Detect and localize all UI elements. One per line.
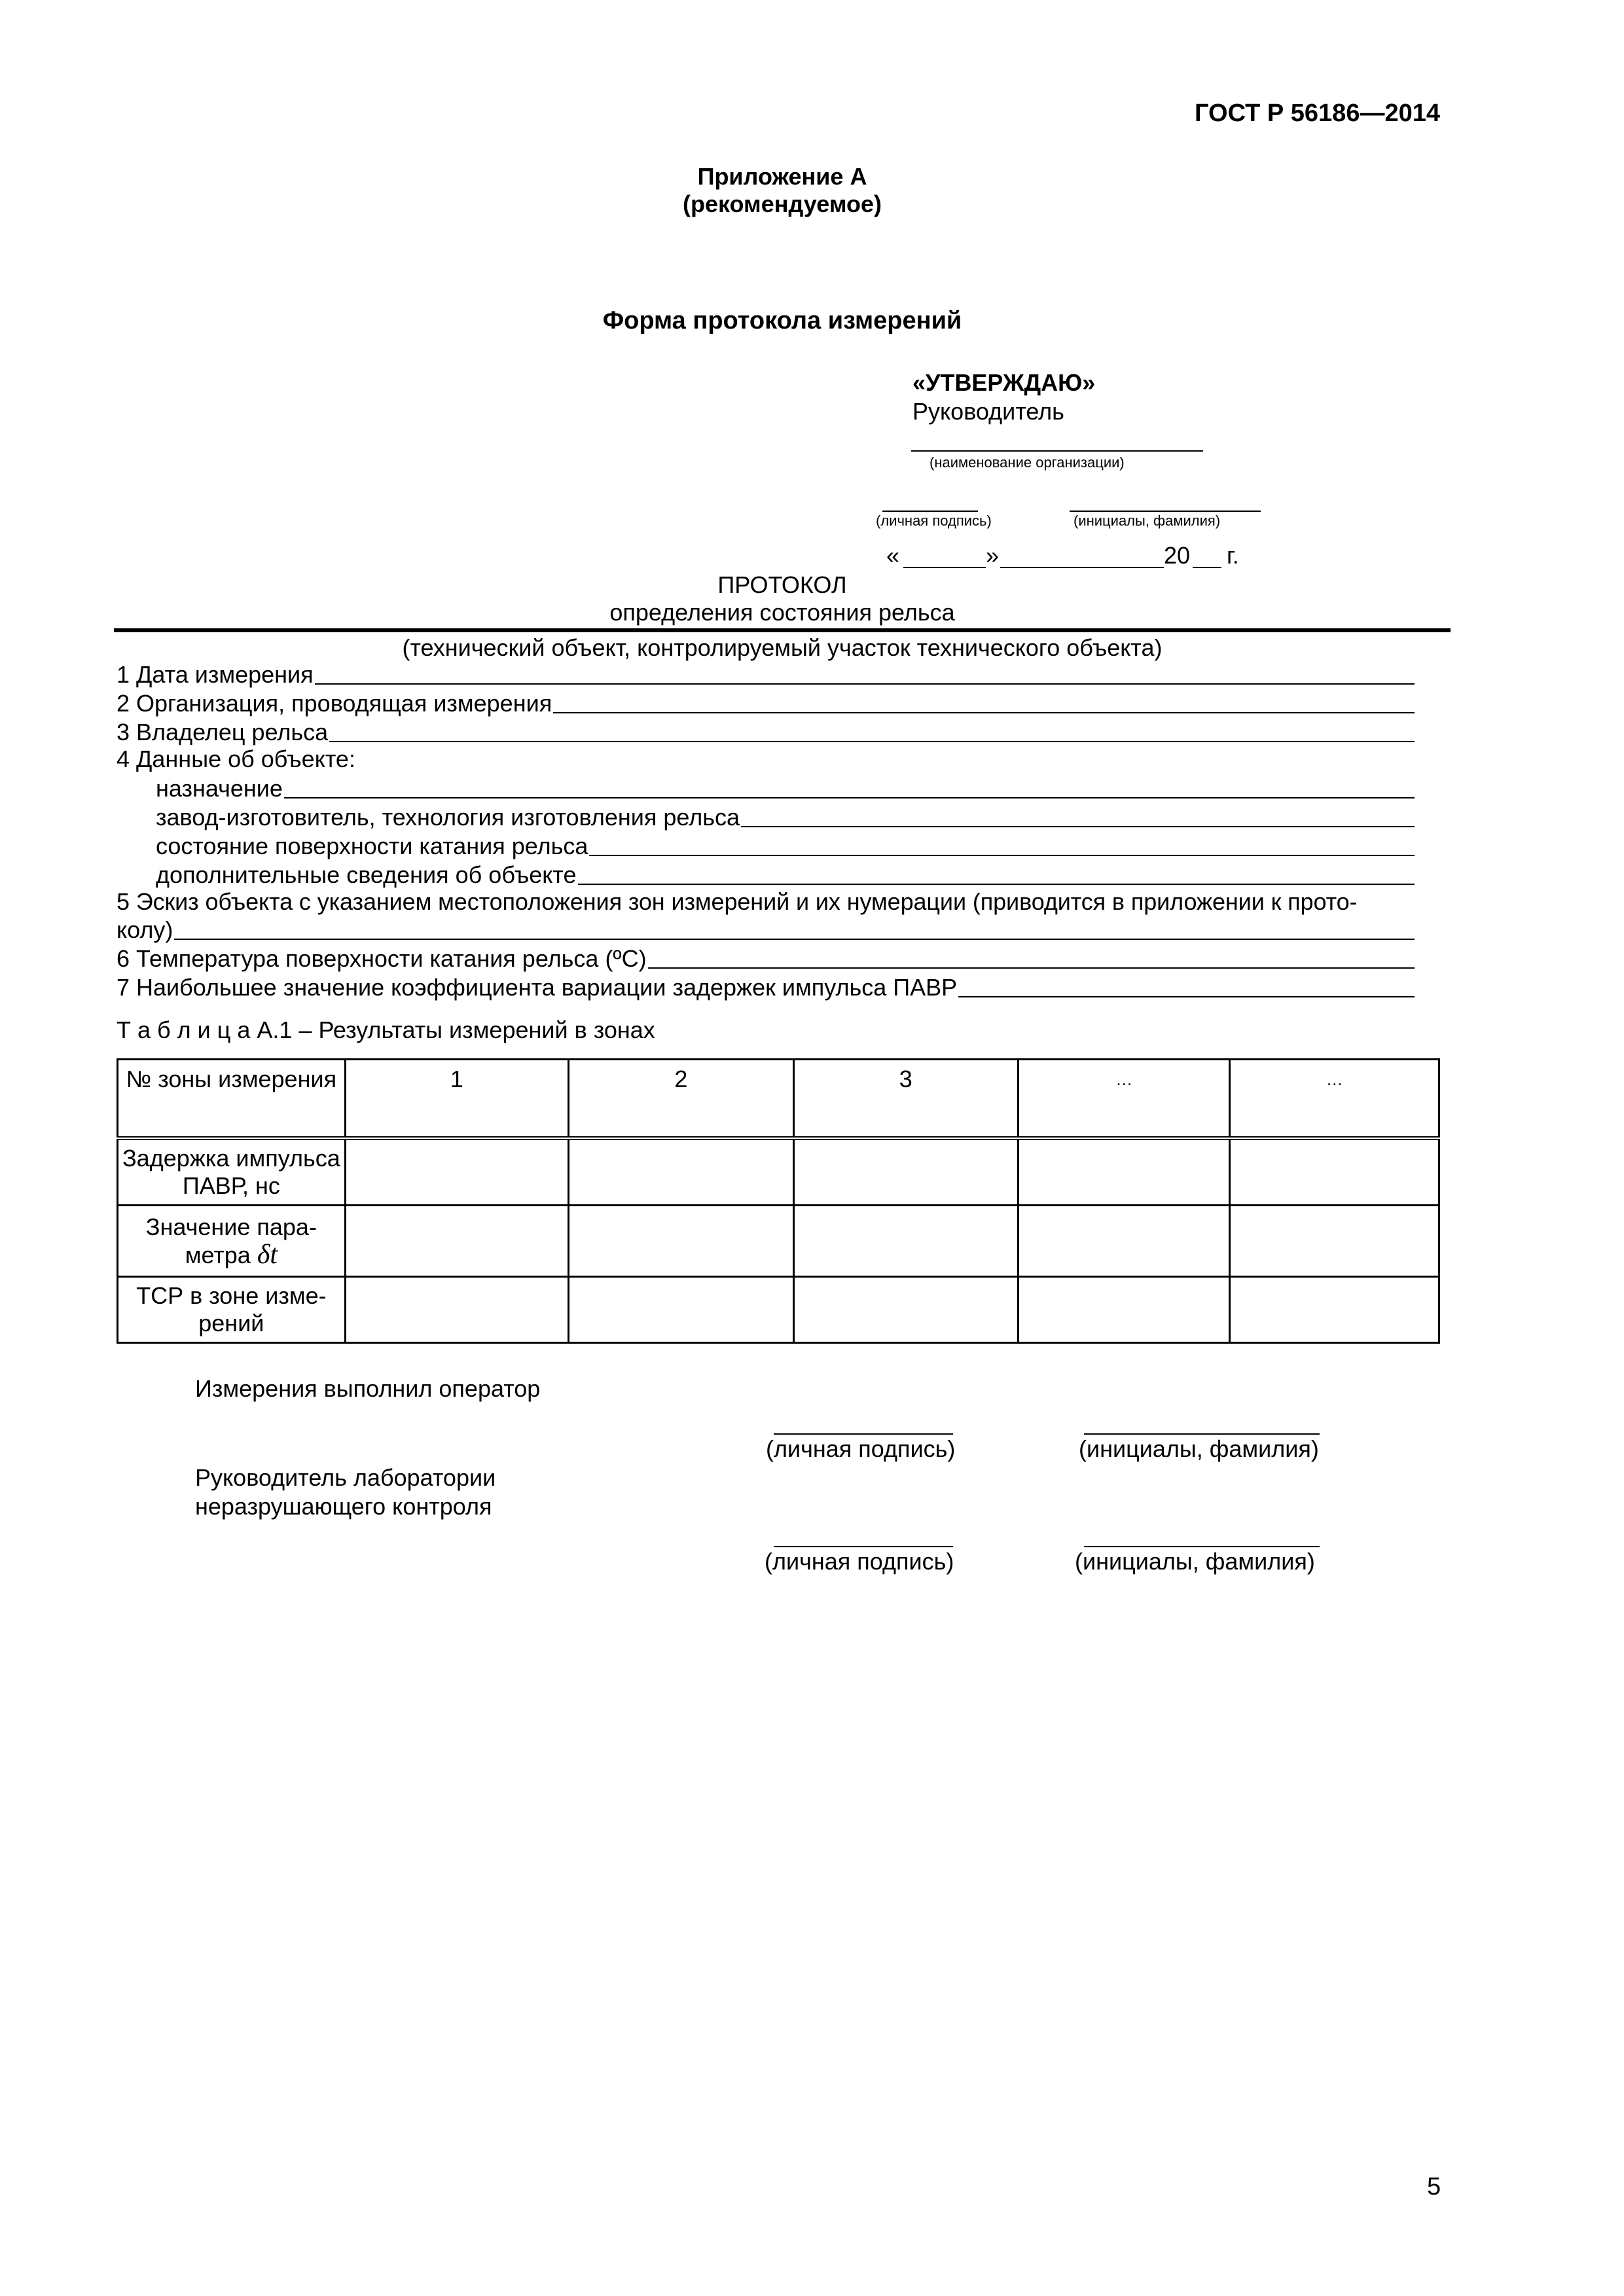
lab-head-signature-caption: (личная подпись) — [765, 1548, 954, 1575]
delta-t-symbol: δt — [257, 1239, 278, 1270]
fill-line[interactable] — [589, 855, 1415, 856]
approval-initials-line[interactable] — [1070, 511, 1261, 512]
fill-line[interactable] — [329, 741, 1415, 742]
form-title: Форма протокола измерений — [602, 307, 962, 334]
fill-line[interactable] — [958, 996, 1415, 997]
row-label: Значение пара-метра — [145, 1213, 317, 1268]
data-cell[interactable] — [1230, 1277, 1439, 1343]
field-label: 1 Дата измерения — [117, 661, 314, 688]
field-label: завод-изготовитель, технология изготовления рельса — [156, 804, 740, 831]
page-number: 5 — [1427, 2173, 1441, 2200]
lab-head-label-line1: Руководитель лаборатории — [195, 1464, 496, 1491]
date-month-line[interactable] — [1000, 567, 1164, 568]
data-cell[interactable] — [1018, 1277, 1229, 1343]
org-name-line[interactable] — [911, 450, 1203, 452]
protocol-title: ПРОТОКОЛ — [717, 571, 847, 598]
field-label: дополнительные сведения об объекте — [156, 861, 577, 888]
data-cell[interactable] — [1230, 1206, 1439, 1277]
fill-line[interactable] — [578, 884, 1415, 885]
field-purpose — [156, 774, 1424, 802]
field-label: состояние поверхности катания рельса — [156, 833, 588, 859]
data-cell[interactable] — [793, 1206, 1018, 1277]
fill-line[interactable] — [284, 797, 1415, 798]
lab-head-label-line2: неразрушающего контроля — [195, 1493, 492, 1520]
field-object-data-heading: 4 Данные об объекте: — [117, 745, 355, 772]
document-code: ГОСТ Р 56186—2014 — [1195, 99, 1440, 127]
data-cell[interactable] — [345, 1138, 568, 1206]
lab-head-initials-caption: (инициалы, фамилия) — [1075, 1548, 1315, 1575]
field-temperature — [117, 944, 1424, 973]
header-cell: … — [1018, 1060, 1229, 1139]
row-label: ТСР в зоне изме-рений — [118, 1277, 346, 1343]
field-organization — [117, 689, 1424, 717]
field-label: 2 Организация, проводящая измерения — [117, 690, 552, 717]
table-caption: Т а б л и ц а А.1 – Результаты измерений в зонах — [117, 1016, 655, 1043]
field-label: назначение — [156, 775, 283, 802]
field-label: колу) — [117, 916, 173, 943]
data-cell[interactable] — [793, 1277, 1018, 1343]
date-year-line[interactable] — [1193, 567, 1221, 568]
data-cell[interactable] — [1018, 1138, 1229, 1206]
protocol-object-caption: (технический объект, контролируемый участок технического объекта) — [402, 634, 1163, 661]
date-open-quote: « — [886, 542, 900, 569]
operator-signature-caption: (личная подпись) — [766, 1435, 956, 1462]
field-variation-coefficient — [117, 973, 1424, 1001]
data-cell[interactable] — [793, 1138, 1018, 1206]
fill-line[interactable] — [315, 683, 1415, 685]
header-cell: 2 — [569, 1060, 793, 1139]
fill-line[interactable] — [741, 826, 1415, 827]
approval-initials-caption: (инициалы, фамилия) — [1074, 512, 1221, 529]
field-rail-owner — [117, 717, 1424, 746]
header-cell-zone: № зоны измерения — [118, 1060, 346, 1139]
field-label: 6 Температура поверхности катания рельса (ºС) — [117, 945, 647, 972]
approval-signature-caption: (личная подпись) — [876, 512, 992, 529]
data-cell[interactable] — [345, 1277, 568, 1343]
row-label-cell — [118, 1206, 346, 1277]
operator-initials-caption: (инициалы, фамилия) — [1079, 1435, 1319, 1462]
table-row — [118, 1206, 1439, 1277]
date-year-suffix: г. — [1227, 542, 1239, 569]
field-measurement-date — [117, 660, 1424, 689]
results-table — [117, 1058, 1440, 1344]
appendix-subtitle: (рекомендуемое) — [683, 190, 882, 217]
data-cell[interactable] — [1230, 1138, 1439, 1206]
field-sketch — [117, 915, 1424, 944]
field-manufacturer — [156, 802, 1424, 831]
field-label: 7 Наибольшее значение коэффициента вариации задержек импульса ПАВР — [117, 974, 958, 1001]
table-header-row — [118, 1060, 1439, 1139]
data-cell[interactable] — [1018, 1206, 1229, 1277]
protocol-subject: определения состояния рельса — [609, 599, 955, 626]
fill-line[interactable] — [648, 967, 1415, 969]
data-cell[interactable] — [569, 1277, 793, 1343]
approval-head: Руководитель — [912, 398, 1064, 425]
table-row — [118, 1277, 1439, 1343]
header-cell: 1 — [345, 1060, 568, 1139]
date-year-prefix: 20 — [1164, 542, 1191, 569]
approval-signature-line[interactable] — [882, 511, 978, 512]
appendix-title: Приложение А — [697, 163, 867, 190]
field-surface-condition — [156, 831, 1424, 860]
org-name-caption: (наименование организации) — [929, 454, 1125, 471]
fill-line[interactable] — [553, 712, 1415, 713]
table-row — [118, 1138, 1439, 1206]
header-cell: 3 — [793, 1060, 1018, 1139]
fill-line[interactable] — [174, 939, 1415, 940]
data-cell[interactable] — [345, 1206, 568, 1277]
protocol-object-line[interactable] — [114, 628, 1451, 632]
operator-label: Измерения выполнил оператор — [195, 1375, 541, 1402]
field-label: 3 Владелец рельса — [117, 719, 329, 745]
data-cell[interactable] — [569, 1138, 793, 1206]
row-label: Задержка импульса ПАВР, нс — [118, 1138, 346, 1206]
approval-label: «УТВЕРЖДАЮ» — [912, 369, 1096, 396]
date-close-quote: » — [986, 542, 1000, 569]
data-cell[interactable] — [569, 1206, 793, 1277]
header-cell: … — [1230, 1060, 1439, 1139]
field-additional-info — [156, 860, 1424, 889]
field-sketch-line1: 5 Эскиз объекта с указанием местоположения зон измерений и их нумерации (приводится в приложении к прото- — [117, 888, 1358, 915]
date-day-line[interactable] — [903, 567, 986, 568]
